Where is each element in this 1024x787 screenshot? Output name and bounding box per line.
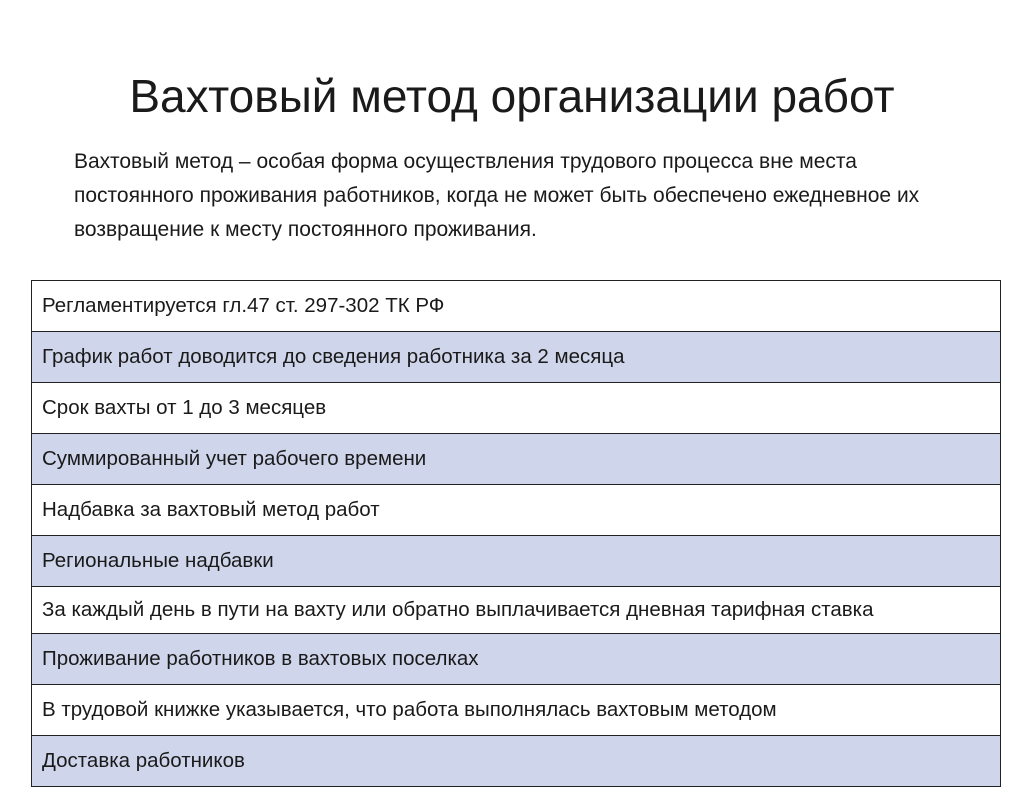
table-row: [32, 736, 1001, 787]
facts-table: [31, 280, 1001, 787]
table-cell: Надбавка за вахтовый метод работ: [32, 485, 1001, 536]
table-row: [32, 634, 1001, 685]
table-cell: Доставка работников: [32, 736, 1001, 787]
table-row: [32, 332, 1001, 383]
table-cell: Регламентируется гл.47 ст. 297-302 ТК РФ: [32, 281, 1001, 332]
table-cell: Проживание работников в вахтовых поселках: [32, 634, 1001, 685]
table-row: [32, 485, 1001, 536]
intro-paragraph: Вахтовый метод – особая форма осуществления трудового процесса вне места постоянного проживания работников, когда не может быть обеспечено ежедневное их возвращение к месту постоянного проживания.: [74, 150, 920, 241]
table-row: [32, 383, 1001, 434]
table-cell: График работ доводится до сведения работника за 2 месяца: [32, 332, 1001, 383]
table-row: [32, 536, 1001, 587]
table-row: [32, 281, 1001, 332]
table-cell: Суммированный учет рабочего времени: [32, 434, 1001, 485]
table-cell: Срок вахты от 1 до 3 месяцев: [32, 383, 1001, 434]
table-cell: Региональные надбавки: [32, 536, 1001, 587]
table-row: [32, 685, 1001, 736]
slide-title: Вахтовый метод организации работ: [129, 70, 895, 122]
table-cell: В трудовой книжке указывается, что работа выполнялась вахтовым методом: [32, 685, 1001, 736]
table-row: [32, 587, 1001, 634]
table-row: [32, 434, 1001, 485]
table-cell: За каждый день в пути на вахту или обратно выплачивается дневная тарифная ставка: [32, 587, 1001, 634]
